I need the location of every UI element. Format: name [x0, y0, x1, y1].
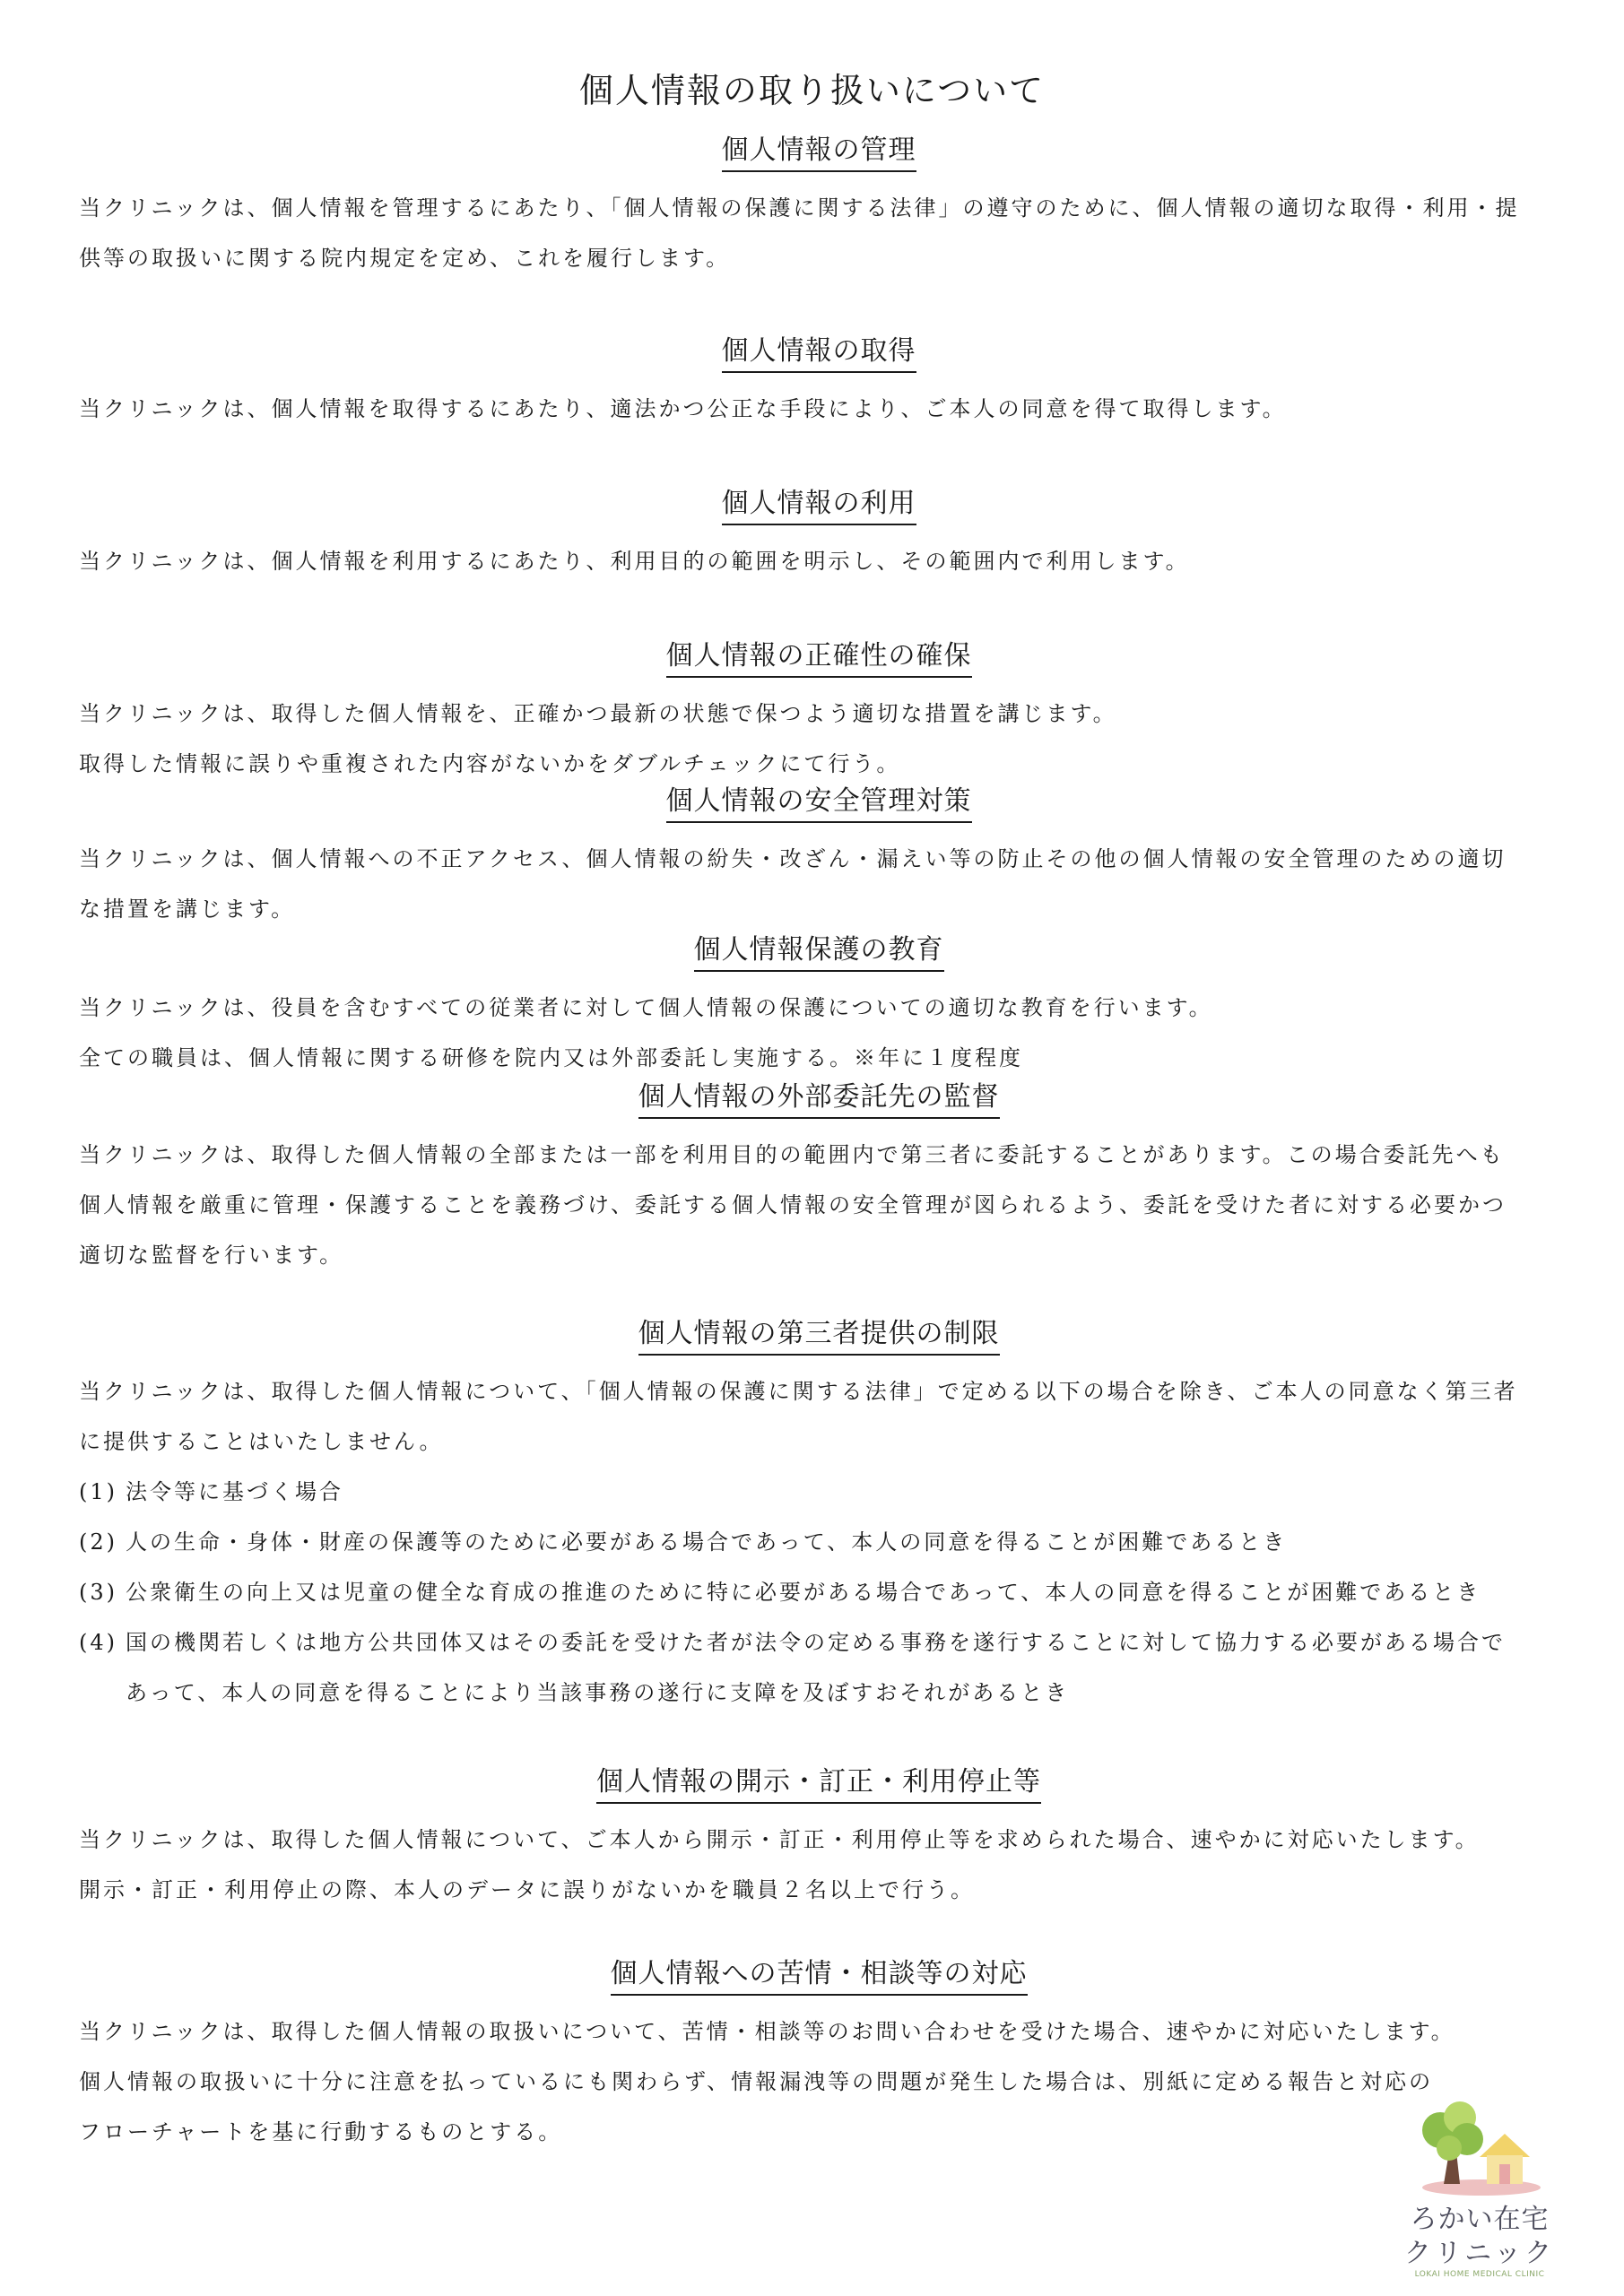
- section-heading: 個人情報の取得: [722, 334, 916, 373]
- list-item-text: 公衆衛生の向上又は児童の健全な育成の推進のために特に必要がある場合であって、本人の同意を得ることが困難であるとき: [126, 1580, 1481, 1605]
- list-item: [79, 1467, 1559, 1517]
- section-text-line: 個人情報の取扱いに十分に注意を払っているにも関わらず、情報漏洩等の問題が発生した場合は、別紙に定める報告と対応の: [79, 2069, 1434, 2094]
- section-text-line: 当クリニックは、取得した個人情報の取扱いについて、苦情・相談等のお問い合わせを受けた場合、速やかに対応いたします。: [79, 2019, 1455, 2044]
- section-heading: 個人情報の開示・訂正・利用停止等: [596, 1764, 1041, 1804]
- section-text-line: 取得した情報に誤りや重複された内容がないかをダブルチェックにて行う。: [79, 751, 901, 776]
- section-heading: 個人情報の第三者提供の制限: [638, 1316, 1000, 1356]
- section-heading: 個人情報保護の教育: [694, 932, 944, 972]
- section: [79, 133, 1559, 283]
- list-item-text: あって、本人の同意を得ることにより当該事務の遂行に支障を及ぼすおそれがあるとき: [126, 1680, 1070, 1705]
- section-heading: 個人情報の正確性の確保: [666, 638, 972, 678]
- section-text-line: 当クリニックは、取得した個人情報について、「個人情報の保護に関する法律」で定める以下の場合を除き、ご本人の同意なく第三者: [79, 1379, 1518, 1404]
- section-text-line: に提供することはいたしません。: [79, 1429, 444, 1454]
- section: [79, 932, 1559, 1083]
- section: [79, 638, 1559, 789]
- section-text-line: フローチャートを基に行動するものとする。: [79, 2119, 563, 2144]
- section-heading: 個人情報への苦情・相談等の対応: [611, 1956, 1028, 1996]
- section-text-line: 当クリニックは、個人情報を利用するにあたり、利用目的の範囲を明示し、その範囲内で利用します。: [79, 549, 1190, 574]
- section-text-line: 当クリニックは、個人情報への不正アクセス、個人情報の紛失・改ざん・漏えい等の防止その他の個人情報の安全管理のための適切: [79, 846, 1507, 871]
- section: [79, 1956, 1559, 2157]
- section-heading: 個人情報の管理: [722, 133, 916, 172]
- list-item-number: (1): [79, 1479, 117, 1504]
- section-heading: 個人情報の安全管理対策: [666, 784, 972, 823]
- section-heading: 個人情報の外部委託先の監督: [638, 1079, 1000, 1119]
- list-item-text: 人の生命・身体・財産の保護等のために必要がある場合であって、本人の同意を得ることが困難であるとき: [126, 1529, 1288, 1555]
- section: [79, 1079, 1559, 1280]
- section-text-line: 適切な監督を行います。: [79, 1243, 344, 1268]
- list-item: [79, 1668, 1559, 1718]
- section-text-line: 当クリニックは、役員を含むすべての従業者に対して個人情報の保護についての適切な教育を行います。: [79, 995, 1213, 1020]
- list-item-text: 国の機関若しくは地方公共団体又はその委託を受けた者が法令の定める事務を遂行することに対して協力する必要がある場合で: [126, 1630, 1506, 1655]
- section-text-line: 当クリニックは、取得した個人情報について、ご本人から開示・訂正・利用停止等を求められた場合、速やかに対応いたします。: [79, 1827, 1480, 1852]
- list-item-number: (3): [79, 1580, 117, 1605]
- section-text-line: な措置を講じます。: [79, 897, 296, 922]
- list-item-text: 法令等に基づく場合: [126, 1479, 343, 1504]
- section-text-line: 当クリニックは、取得した個人情報を、正確かつ最新の状態で保つよう適切な措置を講じます。: [79, 701, 1117, 726]
- logo-subtitle: LOKAI HOME MEDICAL CLINIC: [1414, 2270, 1545, 2279]
- section-text-line: 供等の取扱いに関する院内規定を定め、これを履行します。: [79, 246, 731, 271]
- clinic-logo: [1399, 2098, 1560, 2286]
- list-item-number: (4): [79, 1630, 117, 1655]
- section-text-line: 個人情報を厳重に管理・保護することを義務づけ、委託する個人情報の安全管理が図られるよう、委託を受けた者に対する必要かつ: [79, 1192, 1507, 1217]
- section: [79, 784, 1559, 934]
- section: [79, 1764, 1559, 1915]
- list-item: [79, 1567, 1559, 1617]
- section-text-line: 当クリニックは、個人情報を管理するにあたり、「個人情報の保護に関する法律」の遵守のために、個人情報の適切な取得・利用・提: [79, 195, 1520, 221]
- section-heading: 個人情報の利用: [722, 486, 916, 525]
- section: [79, 334, 1559, 434]
- page-title: 個人情報の取り扱いについて: [578, 71, 1046, 110]
- tree-house-logo-icon: [1417, 2098, 1542, 2196]
- section-text-line: 当クリニックは、取得した個人情報の全部または一部を利用目的の範囲内で第三者に委託することがあります。この場合委託先へも: [79, 1142, 1505, 1167]
- section: [79, 486, 1559, 586]
- logo-name-line2: クリニック: [1403, 2238, 1556, 2269]
- section-text-line: 開示・訂正・利用停止の際、本人のデータに誤りがないかを職員２名以上で行う。: [79, 1877, 975, 1902]
- section-text-line: 全ての職員は、個人情報に関する研修を院内又は外部委託し実施する。※年に１度程度: [79, 1045, 1023, 1070]
- list-item-number: (2): [79, 1529, 117, 1555]
- list-item: [79, 1517, 1559, 1567]
- section: [79, 1316, 1559, 1718]
- condition-list: [79, 1467, 1559, 1718]
- list-item: [79, 1617, 1559, 1668]
- logo-name-line1: ろかい在宅: [1410, 2204, 1550, 2235]
- section-text-line: 当クリニックは、個人情報を取得するにあたり、適法かつ公正な手段により、ご本人の同意を得て取得します。: [79, 396, 1287, 421]
